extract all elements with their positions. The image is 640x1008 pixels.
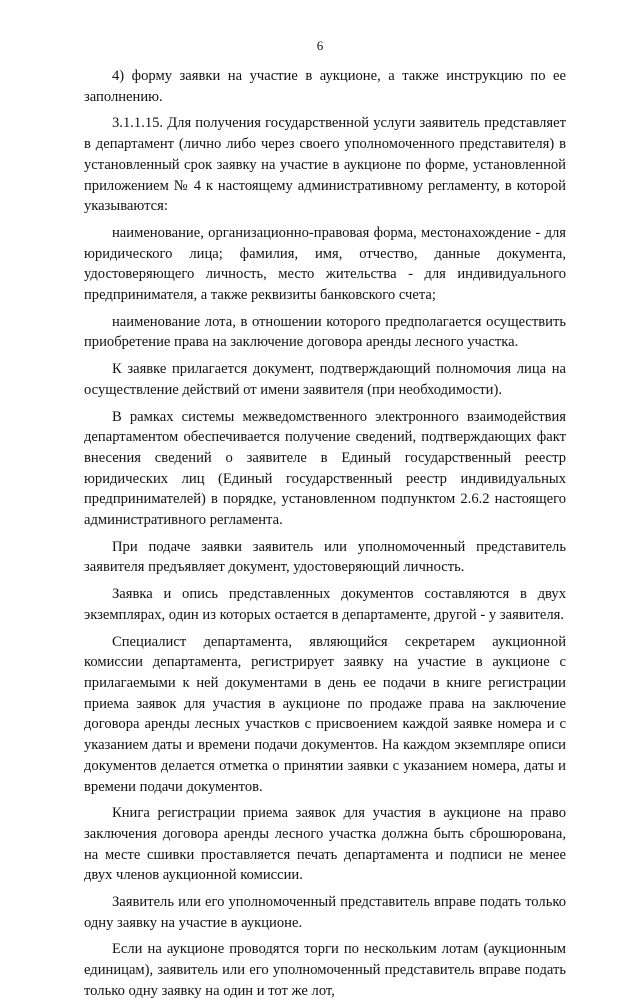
paragraph-authority-document: К заявке прилагается документ, подтверждающий полномочия лица на осуществление действий от имени заявителя (при необходимости). <box>84 361 566 398</box>
paragraph-lot-name: наименование лота, в отношении которого предполагается осуществить приобретение права на заключение договора аренды лесного участка. <box>84 313 566 351</box>
page-number: 6 <box>316 38 324 53</box>
paragraph-application-form: 4) форму заявки на участие в аукционе, а также инструкцию по ее заполнению. <box>84 68 566 105</box>
paragraph-registration-book: Книга регистрации приема заявок для участия в аукционе на право заключения договора аренды лесного участка должна быть сброшюрована, на месте сшивки проставляется печать департамента и подписи не менее двух членов аукционной комиссии. <box>84 805 566 884</box>
paragraph-multiple-lots: Если на аукционе проводятся торги по нескольким лотам (аукционным единицам), заявитель или его уполномоченный представитель вправе подать только одну заявку на один и тот же лот, <box>84 941 566 999</box>
paragraph-applicant-details: наименование, организационно-правовая форма, местонахождение - для юридического лица; фамилия, имя, отчество, данные документа, удостоверяющего личность, место жительства - для индивидуального предпринимателя, а также реквизиты банковского счета; <box>84 224 566 304</box>
document-body <box>84 66 566 1008</box>
paragraph-interagency-interaction: В рамках системы межведомственного электронного взаимодействия департаментом обеспечивается получение сведений, подтверждающих факт внесения сведений о заявителе в Единый государственный реестр юридических лиц (Единый государственный реестр индивидуальных предпринимателей) в порядке, установленном подпунктом 2.6.2 настоящего административного регламента. <box>84 408 566 529</box>
paragraph-identity-document: При подаче заявки заявитель или уполномоченный представитель заявителя предъявляет документ, удостоверяющий личность. <box>84 538 566 576</box>
paragraph-two-copies: Заявка и опись представленных документов составляются в двух экземплярах, один из которых остается в департаменте, другой - у заявителя. <box>84 586 566 623</box>
paragraph-one-application: Заявитель или его уполномоченный представитель вправе подать только одну заявку на участие в аукционе. <box>84 894 566 931</box>
paragraph-3-1-1-15: 3.1.1.15. Для получения государственной услуги заявитель представляет в департамент (лично либо через своего уполномоченного представителя) в установленный срок заявку на участие в аукционе по форме, установленной приложением № 4 к настоящему административному регламенту, в которой указываются: <box>84 115 566 215</box>
paragraph-registration: Специалист департамента, являющийся секретарем аукционной комиссии департамента, регистрирует заявку на участие в аукционе с прилагаемыми к ней документами в день ее подачи в книге регистрации приема заявок для участия в аукционе по продаже права на заключение договора аренды лесных участков с присвоением каждой заявке номера и с указанием даты и времени подачи документов. На каждом экземпляре описи документов делается отметка о принятии заявки с указанием номера, даты и времени подачи документов. <box>84 633 566 795</box>
